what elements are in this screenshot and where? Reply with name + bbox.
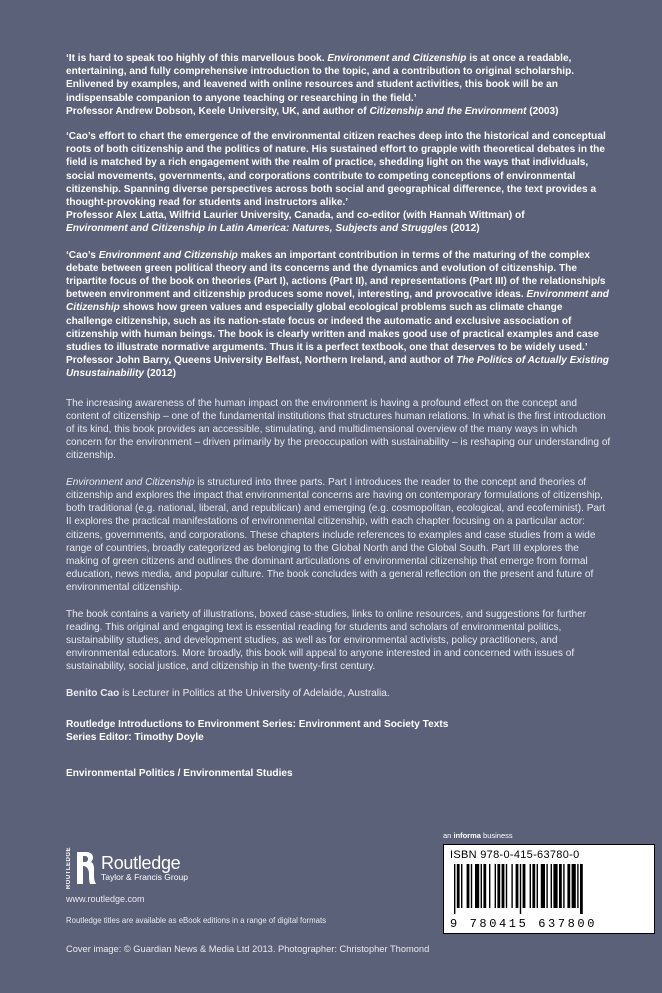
barcode-bar	[530, 864, 531, 908]
barcode-bar	[483, 864, 486, 908]
barcode-bar	[563, 864, 564, 908]
barcode-bar	[511, 864, 512, 908]
cover-image-credit: Cover image: © Guardian News & Media Ltd 2013. Photographer: Christopher Thomond	[66, 944, 430, 954]
barcode-bar	[461, 864, 462, 908]
barcode-bar	[454, 864, 455, 914]
barcode-bar	[572, 864, 576, 908]
barcode-digits: 9 780415 637800	[450, 917, 598, 931]
description-paragraph-1: The increasing awareness of the human impact on the environment is having a profound effect on the concept and content of citizenship – one of the fundamental institutions that structures human relations. In what is the first introduction of its kind, this book provides an accessible, stimulating, and multidimensional overview of the many ways in which concern for the environment – driven primarily by the preoccupation with sustainability – is reshaping our understanding of citizenship.	[66, 397, 611, 462]
series-editor: Series Editor: Timothy Doyle	[66, 731, 204, 743]
description-paragraph-2: Environment and Citizenship is structured into three parts. Part I introduces the reader to the concept and theories of citizenship and explores the impact that environmental concerns are having on contemporary formulations of citizenship, both traditional (e.g. national, liberal, and republican) and emerging (e.g. cosmopolitan, ecological, and ecofeminist). Part II explores the practical manifestations of environmental citizenship, with each chapter focusing on a particular actor: citizens, governments, and corporations. These chapters include references to examples and case studies from a wide range of countries, broadly categorized as belonging to the Global North and the Global South. Part III explores the making of green citizens and outlines the dominant articulations of environmental citizenship that emerge from formal education, news media, and popular culture. The book concludes with a general reflection on the present and future of environmental citizenship.	[66, 476, 606, 594]
series-title: Routledge Introductions to Environment Series: Environment and Society Texts	[66, 718, 449, 730]
barcode-bar	[541, 864, 545, 908]
barcode-bar	[580, 864, 583, 914]
barcode-icon	[450, 864, 646, 914]
subject-categories: Environmental Politics / Environmental Studies	[66, 768, 293, 780]
barcode-bar	[559, 864, 562, 908]
barcode-bar	[546, 864, 547, 908]
barcode-bar	[489, 864, 490, 908]
series-info	[66, 718, 611, 781]
barcode-bar	[532, 864, 535, 908]
barcode-bar	[495, 864, 496, 908]
review-quote-1: ‘It is hard to speak too highly of this marvellous book. Environment and Citizenship is at once a readable, entertaining, and fully comprehensive introduction to the topic, and a contribution to original scholarship. Enlivened by examples, and leavened with online resources and student activities, this book will be an indispensable companion to anyone teaching or researching in the field.’ Professor Andrew Dobson, Keele University, UK, and author of Citizenship and the Environment (2003)	[66, 53, 575, 117]
review-quote-3: ‘Cao’s Environment and Citizenship makes an important contribution in terms of the maturing of the complex debate between green political theory and its concerns and the dynamics and evolution of citizenship. The tripartite focus of the book on theories (Part I), actions (Part II), and representations (Part III) of the relationship/s between environment and citizenship produces some novel, interesting, and provocative ideas. Environment and Citizenship shows how green values and especially global ecological problems such as climate change challenge citizenship, such as its nation-state focus or indeed the automatic and exclusive association of citizenship with human beings. The book is clearly written and makes good use of practical examples and case studies to illustrate normative arguments. Thus it is a perfect textbook, one that deserves to be widely used.’ Professor John Barry, Queens University Belfast, Northern Ireland, and author of The Politics of Actually Existing Unsustainability (2012)	[66, 249, 609, 380]
routledge-r-mark-icon	[75, 850, 97, 886]
ebook-note: Routledge titles are available as eBook editions in a range of digital formats	[66, 916, 327, 925]
barcode-bar	[497, 864, 500, 908]
barcode-bar	[537, 864, 538, 908]
barcode-bar	[520, 864, 521, 914]
barcode-bar	[481, 864, 482, 908]
review-quote-2: ‘Cao’s effort to chart the emergence of the environmental citizen reaches deep into the historical and conceptual roots of both citizenship and the politics of nature. His sustained effort to grapple with theoretical debates in the field is matched by a rich engagement with the realm of practice, shedding light on the ways that individuals, social movements, governments, and corporations contribute to competing conceptions of environmental citizenship. Spanning diverse perspectives across both social and geographical difference, the text provides a thought-provoking read for students and instructors alike.’ Professor Alex Latta, Wilfrid Laurier University, Canada, and co-editor (with Hannah Wittman) of Environment and Citizenship in Latin America: Natures, Subjects and Struggles (2012)	[66, 131, 606, 235]
publisher-url[interactable]: www.routledge.com	[66, 894, 145, 904]
informa-business-label: an informa business	[443, 831, 513, 840]
barcode-box	[443, 844, 655, 934]
isbn-block	[443, 831, 655, 934]
description-paragraph-3: The book contains a variety of illustrations, boxed case-studies, links to online resources, and suggestions for further reading. This original and engaging text is essential reading for students and scholars of environmental politics, sustainability studies, and development studies, as well as for environmental activists, policy practitioners, and environmental educators. More broadly, this book will appeal to anyone interested in and concerned with issues of sustainability, social justice, and citizenship in the twenty-first century.	[66, 608, 587, 673]
barcode-bar	[506, 864, 507, 908]
barcode-bar	[577, 864, 578, 908]
barcode-bar	[467, 864, 470, 908]
barcode-bar	[471, 864, 472, 908]
barcode-bar	[475, 864, 479, 908]
author-bio: Benito Cao is Lecturer in Politics at the University of Adelaide, Australia.	[66, 687, 390, 699]
routledge-side-text: ROUTLEDGE	[66, 847, 72, 890]
barcode-bar	[553, 864, 557, 908]
barcode-bar	[567, 864, 570, 908]
barcode-bar	[523, 864, 526, 908]
routledge-logo	[66, 847, 188, 889]
publisher-group: Taylor & Francis Group	[101, 871, 188, 882]
barcode-bar	[457, 864, 460, 908]
blurb-column	[66, 52, 611, 780]
barcode-bar	[551, 864, 552, 908]
publisher-name: Routledge	[101, 852, 181, 873]
barcode-bar	[502, 864, 505, 908]
isbn-number: ISBN 978-0-415-63780-0	[450, 849, 580, 861]
barcode-bar	[516, 864, 519, 908]
